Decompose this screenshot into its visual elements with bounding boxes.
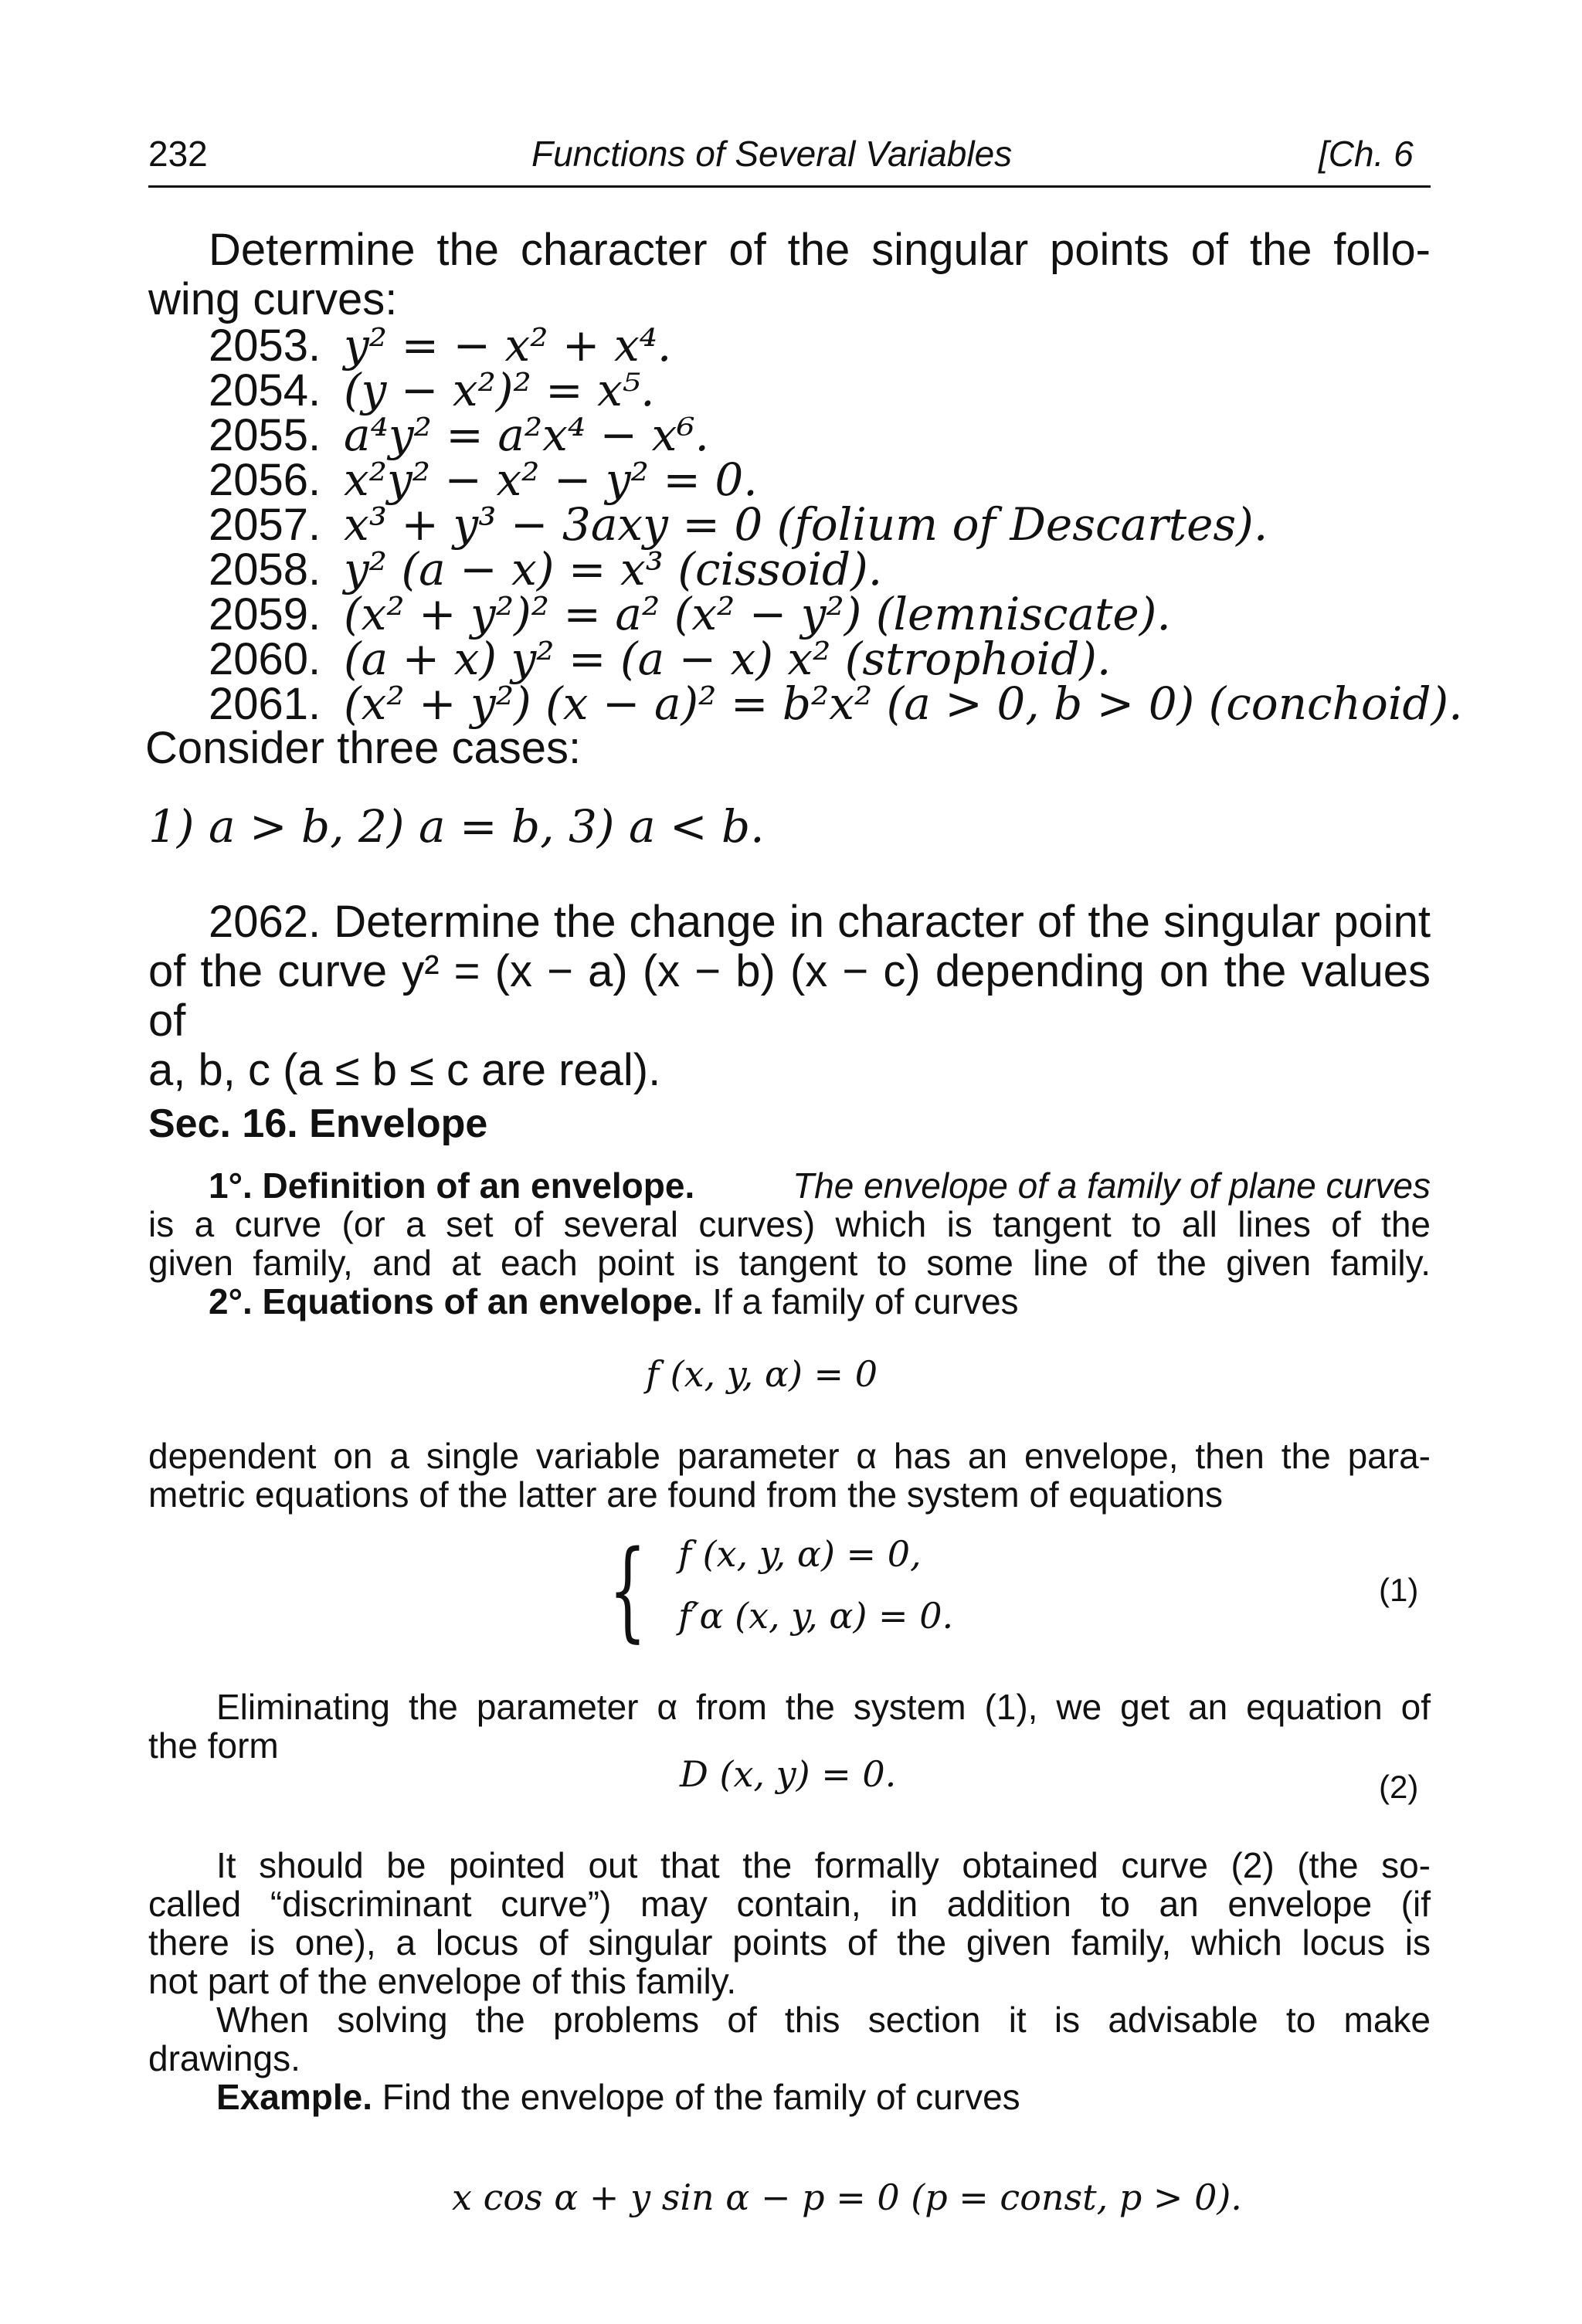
pointed-line-2: called “discriminant curve”) may contain, in addition to an envelope (if [148, 1884, 1431, 1924]
intro-paragraph [148, 226, 1431, 324]
problem-2062-line-1: 2062. Determine the change in character of the singular point [209, 897, 1431, 947]
example-lead: Example. [216, 2077, 372, 2117]
eliminating-line-1: Eliminating the parameter α from the system (1), we get an equation of [216, 1687, 1431, 1727]
problem-2062-line-2: of the curve y² = (x − a) (x − b) (x − c) depending on the values of [148, 946, 1431, 1046]
system-equation-1: f (x, y, α) = 0, [678, 1533, 922, 1575]
solving-line-1: When solving the problems of this section it is advisable to make [216, 2000, 1431, 2040]
intro-line-2: wing curves: [148, 274, 398, 324]
definition-line-3: given family, and at each point is tangent to some line of the given family. [148, 1243, 1431, 1283]
header-rule [148, 185, 1431, 188]
problem-number: 2057. [209, 500, 321, 550]
problem-number: 2061. [209, 679, 321, 729]
problem-number: 2053. [209, 321, 321, 371]
problem-number: 2060. [209, 634, 321, 684]
problem-2062 [148, 897, 1431, 1095]
definition-line-2: is a curve (or a set of several curves) which is tangent to all lines of the [148, 1204, 1431, 1244]
problem-formula: x²y² − x² − y² = 0. [344, 453, 758, 506]
dependent-paragraph [148, 1437, 1431, 1514]
formula-D-label: (2) [1379, 1769, 1419, 1805]
pointed-line-4: not part of the envelope of this family. [148, 1961, 737, 2001]
eliminating-line-2: the form [148, 1725, 279, 1766]
problem-number: 2054. [209, 365, 321, 416]
problem-formula: (a + x) y² = (a − x) x² (strophoid). [344, 633, 1112, 685]
page-number: 232 [148, 134, 208, 174]
dependent-line-1: dependent on a single variable parameter α has an envelope, then the para- [148, 1436, 1431, 1476]
pointed-paragraph [148, 1846, 1431, 2000]
problem-number: 2056. [209, 455, 321, 505]
problem-formula: y² = − x² + x⁴. [344, 319, 672, 372]
running-title: Functions of Several Variables [531, 134, 1013, 174]
chapter-label: [Ch. 6 [1319, 134, 1414, 174]
problem-formula: x³ + y³ − 3axy = 0 (folium of Descartes). [344, 498, 1268, 551]
solving-line-2: drawings. [148, 2038, 300, 2078]
intro-line-1: Determine the character of the singular points of the follo- [209, 225, 1431, 275]
system-label: (1) [1379, 1572, 1419, 1608]
formula-example: x cos α + y sin α − p = 0 (p = const, p > 0). [452, 2176, 1242, 2218]
system-equation-2: f′α (x, y, α) = 0. [678, 1595, 954, 1637]
pointed-line-3: there is one), a locus of singular points of the given family, which locus is [148, 1922, 1431, 1963]
equations-paragraph [209, 1282, 1019, 1321]
dependent-line-2: metric equations of the latter are found from the system of equations [148, 1474, 1223, 1515]
consider-text: Consider three cases: [145, 723, 582, 773]
equations-rest: If a family of curves [712, 1281, 1019, 1321]
problem-formula: a⁴y² = a²x⁴ − x⁶. [344, 409, 709, 461]
section-heading: Sec. 16. Envelope [148, 1101, 488, 1146]
solving-paragraph [148, 2000, 1431, 2078]
definition-lead: 1°. Definition of an envelope. [209, 1165, 695, 1206]
example-rest: Find the envelope of the family of curves [382, 2077, 1020, 2117]
left-brace-icon: { [609, 1528, 647, 1654]
formula-D: D (x, y) = 0. [680, 1753, 897, 1795]
example-paragraph [216, 2078, 1020, 2116]
definition-paragraph [148, 1166, 1431, 1282]
problem-number: 2059. [209, 589, 321, 640]
formula-family: f (x, y, α) = 0 [646, 1353, 878, 1395]
problem-formula: (x² + y²) (x − a)² = b²x² (a > 0, b > 0) (conchoid). [344, 677, 1463, 730]
pointed-line-1: It should be pointed out that the formally obtained curve (2) (the so- [216, 1845, 1431, 1885]
equations-lead: 2°. Equations of an envelope. [209, 1281, 703, 1321]
problem-formula: (x² + y²)² = a² (x² − y²) (lemniscate). [344, 588, 1171, 640]
problem-number: 2058. [209, 545, 321, 595]
problem-2062-line-3: a, b, c (a ≤ b ≤ c are real). [148, 1045, 661, 1095]
definition-line-1 [148, 1166, 1431, 1205]
definition-rest: The envelope of a family of plane curves [793, 1165, 1431, 1206]
cases-text: 1) a > b, 2) a = b, 3) a < b. [148, 800, 765, 853]
problem-formula: y² (a − x) = x³ (cissoid). [344, 543, 883, 595]
problem-number: 2055. [209, 410, 321, 460]
problem-formula: (y − x²)² = x⁵. [344, 364, 655, 416]
problem-item [209, 679, 1463, 729]
